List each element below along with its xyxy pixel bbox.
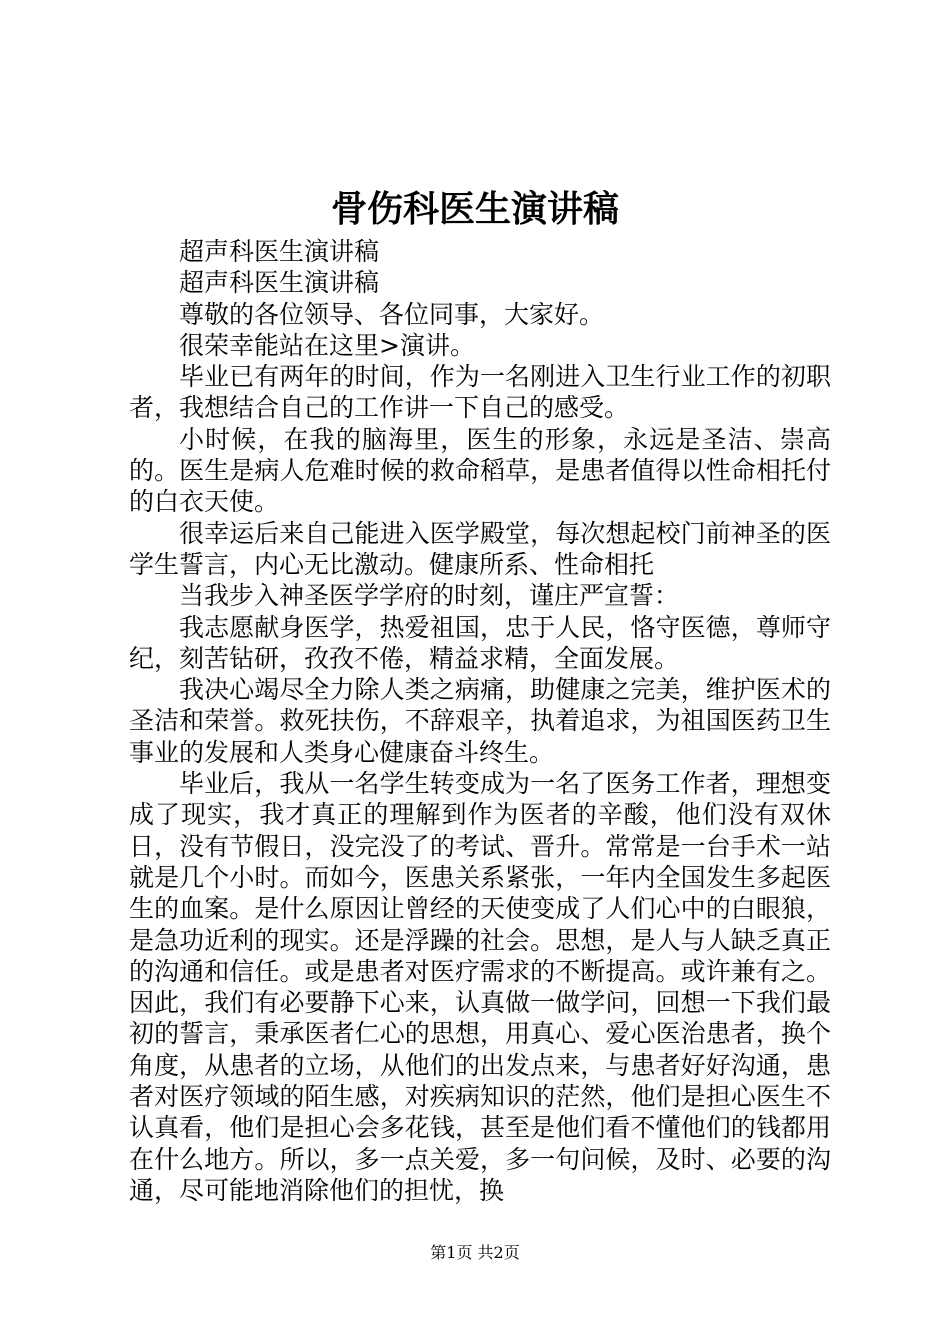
paragraph: 当我步入神圣医学学府的时刻，谨庄严宣誓： [179,581,680,611]
paragraph: 很荣幸能站在这里>演讲。 [179,330,475,360]
paragraph: 我决心竭尽全力除人类之病痛，助健康之完美，维护医术的圣洁和荣誉。救死扶伤，不辞艰辛，执着追求，为祖国医药卫生事业的发展和人类身心健康奋斗终生。 [129,675,831,767]
paragraph: 毕业后，我从一名学生转变成为一名了医务工作者，理想变成了现实，我才真正的理解到作为医者的辛酸，他们没有双休日，没有节假日，没完没了的考试、晋升。常常是一台手术一站就是几个小时。而如今，医患关系紧张，一年内全国发生多起医生的血案。是什么原因让曾经的天使变成了人们心中的白眼狼，是急功近利的现实。还是浮躁的社会。思想，是人与人缺乏真正的沟通和信任。或是患者对医疗需求的不断提高。或许兼有之。因此，我们有必要静下心来，认真做一做学问，回想一下我们最初的誓言，秉承医者仁心的思想，用真心、爱心医治患者，换个角度，从患者的立场，从他们的出发点来，与患者好好沟通，患者对医疗领域的陌生感，对疾病知识的茫然，他们是担心医生不认真看，他们是担心会多花钱，甚至是他们看不懂他们的钱都用在什么地方。所以，多一点关爱，多一句问候，及时、必要的沟通，尽可能地消除他们的担忧，换 [129,769,831,1205]
paragraph: 很幸运后来自己能进入医学殿堂，每次想起校门前神圣的医学生誓言，内心无比激动。健康所系、性命相托 [129,518,831,579]
document-title: 骨伤科医生演讲稿 [330,188,619,230]
document-body [129,236,831,1206]
page-number-footer: 第1页 共2页 [430,1243,520,1262]
paragraph: 超声科医生演讲稿 [179,268,380,298]
paragraph: 小时候，在我的脑海里，医生的形象，永远是圣洁、崇高的。医生是病人危难时候的救命稻草，是患者值得以性命相托付的白衣天使。 [129,424,831,517]
paragraph: 尊敬的各位领导、各位同事，大家好。 [179,299,605,329]
paragraph: 毕业已有两年的时间，作为一名刚进入卫生行业工作的初职者，我想结合自己的工作讲一下自己的感受。 [129,362,831,423]
paragraph: 超声科医生演讲稿 [179,237,380,266]
paragraph: 我志愿献身医学，热爱祖国，忠于人民，恪守医德，尊师守纪，刻苦钻研，孜孜不倦，精益求精，全面发展。 [129,612,831,673]
